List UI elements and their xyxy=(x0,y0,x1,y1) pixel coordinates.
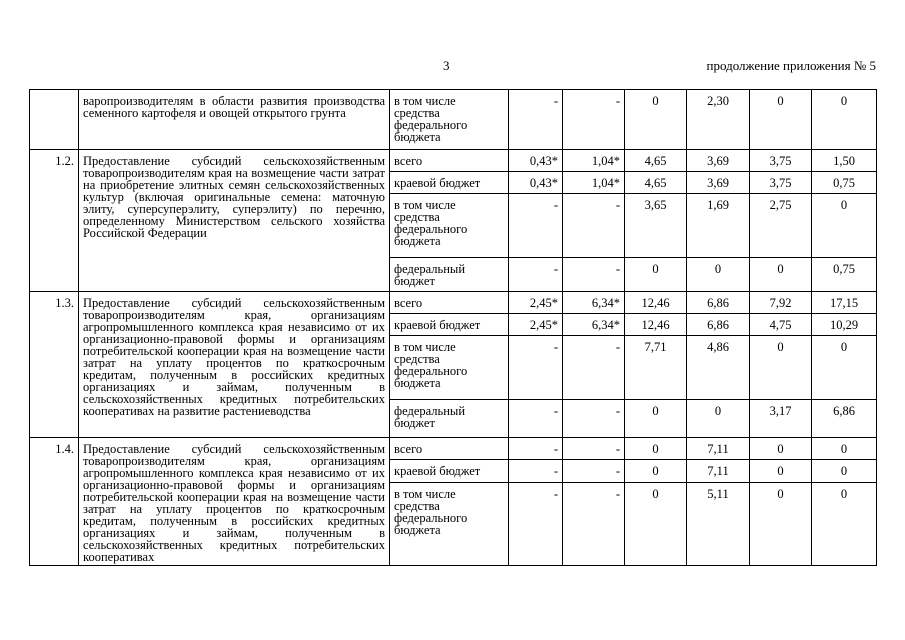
item-description: Предоставление субсидий сельскохозяйственным товаропроизводителям края, организациям агропромышленного комплекса края независимо от их организационно-правовой формы и организациям потребительской кооперации края на возмещение части затрат на уплату процентов по краткосрочным кредитам, полученным в российских кредитных организациях и займам, полученным в сельскохозяйственных кредитных потребительских кооперативах на развитие растениеводства xyxy=(79,292,390,438)
value-cell: 0 xyxy=(750,438,812,460)
value-cell: 1,04* xyxy=(563,172,625,194)
table-row xyxy=(30,292,877,314)
value-cell: 7,11 xyxy=(687,438,750,460)
value-cell: 3,69 xyxy=(687,172,750,194)
value-cell: 12,46 xyxy=(625,292,687,314)
value-cell: 0 xyxy=(625,400,687,438)
value-cell: - xyxy=(563,438,625,460)
value-cell: 0 xyxy=(625,258,687,292)
value-cell: 6,86 xyxy=(687,314,750,336)
value-cell: 12,46 xyxy=(625,314,687,336)
value-cell: 10,29 xyxy=(812,314,877,336)
item-description: варопроизводителям в области развития производства семенного картофеля и овощей открытого грунта xyxy=(79,90,390,150)
funding-source: краевой бюджет xyxy=(390,460,509,482)
value-cell: 0,43* xyxy=(509,150,563,172)
value-cell: 5,11 xyxy=(687,482,750,565)
value-cell: - xyxy=(563,400,625,438)
funding-source: всего xyxy=(390,438,509,460)
value-cell: 0 xyxy=(625,438,687,460)
value-cell: 7,11 xyxy=(687,460,750,482)
value-cell: 0 xyxy=(812,336,877,400)
table-body xyxy=(30,90,877,566)
value-cell: 4,65 xyxy=(625,172,687,194)
table-row xyxy=(30,90,877,150)
funding-source: в том числе средства федерального бюджета xyxy=(390,482,509,565)
value-cell: 1,50 xyxy=(812,150,877,172)
value-cell: 6,86 xyxy=(687,292,750,314)
value-cell: - xyxy=(563,482,625,565)
value-cell: 4,65 xyxy=(625,150,687,172)
value-cell: 0 xyxy=(812,438,877,460)
value-cell: 0 xyxy=(812,194,877,258)
value-cell: - xyxy=(509,482,563,565)
value-cell: 7,71 xyxy=(625,336,687,400)
value-cell: - xyxy=(563,194,625,258)
item-description: Предоставление субсидий сельскохозяйственным товаропроизводителям края, организациям агропромышленного комплекса края независимо от их организационно-правовой формы и организациям потребительской кооперации края на возмещение части затрат на уплату процентов по краткосрочным кредитам, полученным в российских кредитных организациях и займам, полученным в сельскохозяйственных кредитных потребительских кооперативах xyxy=(79,438,390,566)
value-cell: 2,45* xyxy=(509,314,563,336)
budget-table xyxy=(29,89,877,566)
value-cell: 1,69 xyxy=(687,194,750,258)
value-cell: - xyxy=(509,438,563,460)
value-cell: 1,04* xyxy=(563,150,625,172)
value-cell: 0 xyxy=(750,460,812,482)
value-cell: 0 xyxy=(812,460,877,482)
value-cell: - xyxy=(563,258,625,292)
value-cell: 2,45* xyxy=(509,292,563,314)
funding-source: краевой бюджет xyxy=(390,172,509,194)
value-cell: 4,86 xyxy=(687,336,750,400)
value-cell: - xyxy=(509,400,563,438)
value-cell: 0 xyxy=(750,482,812,565)
funding-source: в том числе средства федерального бюджета xyxy=(390,90,509,150)
value-cell: 3,75 xyxy=(750,150,812,172)
value-cell: 0,75 xyxy=(812,172,877,194)
value-cell: - xyxy=(509,194,563,258)
value-cell: 3,65 xyxy=(625,194,687,258)
value-cell: - xyxy=(563,90,625,150)
value-cell: 0 xyxy=(625,90,687,150)
value-cell: - xyxy=(509,258,563,292)
funding-source: федеральный бюджет xyxy=(390,400,509,438)
value-cell: 7,92 xyxy=(750,292,812,314)
item-number: 1.2. xyxy=(30,150,79,292)
funding-source: всего xyxy=(390,150,509,172)
value-cell: - xyxy=(563,460,625,482)
value-cell: 2,75 xyxy=(750,194,812,258)
page-header xyxy=(0,58,905,78)
value-cell: 0 xyxy=(750,258,812,292)
funding-source: федеральный бюджет xyxy=(390,258,509,292)
value-cell: 4,75 xyxy=(750,314,812,336)
appendix-continuation-note: продолжение приложения № 5 xyxy=(706,58,876,73)
value-cell: 0 xyxy=(812,482,877,565)
value-cell: 0 xyxy=(625,460,687,482)
value-cell: 0,43* xyxy=(509,172,563,194)
page-number: 3 xyxy=(443,58,450,73)
value-cell: 2,30 xyxy=(687,90,750,150)
value-cell: 6,34* xyxy=(563,314,625,336)
value-cell: 17,15 xyxy=(812,292,877,314)
table-row xyxy=(30,150,877,172)
funding-source: всего xyxy=(390,292,509,314)
item-number: 1.4. xyxy=(30,438,79,566)
item-description: Предоставление субсидий сельскохозяйственным товаропроизводителям края на возмещение части затрат на приобретение элитных семян сельскохозяйственных культур (включая оригинальные семена: маточную элиту, суперсуперэлиту, суперэлиту) по перечню, определенному Министерством сельского хозяйства Российской Федерации xyxy=(79,150,390,292)
value-cell: 3,75 xyxy=(750,172,812,194)
value-cell: - xyxy=(509,90,563,150)
value-cell: 3,69 xyxy=(687,150,750,172)
value-cell: 6,86 xyxy=(812,400,877,438)
item-number xyxy=(30,90,79,150)
value-cell: 0 xyxy=(750,90,812,150)
value-cell: 0,75 xyxy=(812,258,877,292)
funding-source: в том числе средства федерального бюджета xyxy=(390,194,509,258)
value-cell: 3,17 xyxy=(750,400,812,438)
funding-source: в том числе средства федерального бюджета xyxy=(390,336,509,400)
table-row xyxy=(30,438,877,460)
value-cell: - xyxy=(563,336,625,400)
value-cell: 0 xyxy=(750,336,812,400)
value-cell: - xyxy=(509,336,563,400)
value-cell: 0 xyxy=(625,482,687,565)
value-cell: 0 xyxy=(687,258,750,292)
funding-source: краевой бюджет xyxy=(390,314,509,336)
value-cell: 0 xyxy=(687,400,750,438)
value-cell: 0 xyxy=(812,90,877,150)
item-number: 1.3. xyxy=(30,292,79,438)
value-cell: - xyxy=(509,460,563,482)
value-cell: 6,34* xyxy=(563,292,625,314)
